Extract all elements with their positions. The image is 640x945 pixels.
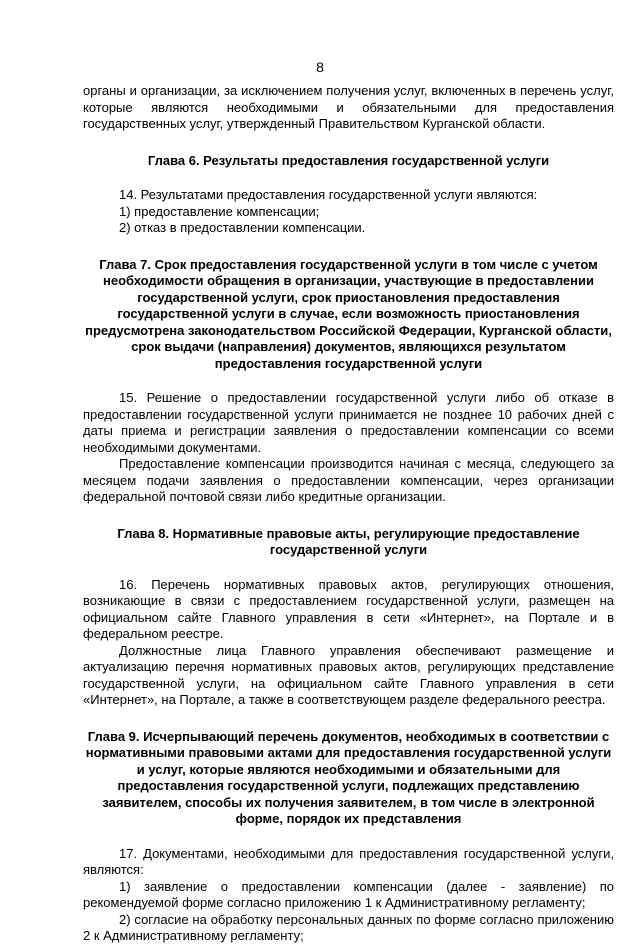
paragraph: Должностные лица Главного управления обеспечивают размещение и актуализацию перечня нормативных правовых актов, регулирующих представление государственной услуги, на официальном сайте Главного управления в сети «Интернет», на Портале, а также в соответствующем разделе федерального реестра. (83, 642, 614, 707)
chapter-6-title: Глава 6. Результаты предоставления государственной услуги (147, 152, 550, 168)
chapter-6-lead: 14. Результатами предоставления государственной услуги являются: (119, 187, 538, 202)
chapter-7-title: Глава 7. Срок предоставления государственной услуги в том числе с учетом необходимости обращения в организации, участвующие в предоставлении государственной услуги, срок приостановления предоставления государственной услуги в случае, если возможность приостановления предусмотрена законодательством Российской Федерации, Курганской области, срок выдачи (направления) документов, являющихся результатом предоставления государственной услуги (85, 256, 612, 371)
intro-paragraph: органы и организации, за исключением получения услуг, включенных в перечень услуг, которые являются необходимыми и обязательными для предоставления государственных услуг, утвержденный Правительством Курганской области. (83, 83, 614, 131)
paragraph: 16. Перечень нормативных правовых актов, регулирующих отношения, возникающие в связи с предоставлением государственной услуги, размещен на официальном сайте Главного управления в сети «Интернет», на Портале и в федеральном реестре. (83, 576, 614, 641)
paragraph: 15. Решение о предоставлении государственной услуги либо об отказе в предоставлении государственной услуги принимается не позднее 10 рабочих дней с даты приема и регистрации заявления о предоставлении компенсации со всеми необходимыми документами. (83, 390, 614, 455)
chapter-6 (83, 153, 614, 237)
chapter-7 (83, 257, 614, 506)
paragraph: Предоставление компенсации производится начиная с месяца, следующего за месяцем подачи заявления о предоставлении компенсации, через организации федеральной почтовой связи либо кредитные организации. (83, 456, 614, 504)
chapter-9-title: Глава 9. Исчерпывающий перечень документов, необходимых в соответствии с нормативными правовыми актами для предоставления государственной услуги и услуг, которые являются необходимыми и обязательными для предоставления государственной услуги, подлежащих представлению заявителем, способы их получения заявителем, в том числе в электронной форме, порядок их представления (85, 728, 612, 826)
paragraph: 17. Документами, необходимыми для предоставления государственной услуги, являются: (83, 845, 614, 877)
chapter-8-title: Глава 8. Нормативные правовые акты, регулирующие предоставление государственной услуги (117, 525, 580, 557)
list-item: 1) предоставление компенсации; (119, 203, 320, 219)
chapter-9 (83, 729, 614, 945)
page-number: 8 (316, 59, 324, 75)
document-body (83, 83, 614, 945)
list-item: 2) отказ в предоставлении компенсации. (119, 220, 366, 235)
paragraph: 2) согласие на обработку персональных данных по форме согласно приложению 2 к Административному регламенту; (83, 911, 614, 943)
paragraph: 1) заявление о предоставлении компенсации (далее - заявление) по рекомендуемой форме согласно приложению 1 к Административному регламенту; (83, 878, 614, 910)
chapter-8 (83, 526, 614, 709)
